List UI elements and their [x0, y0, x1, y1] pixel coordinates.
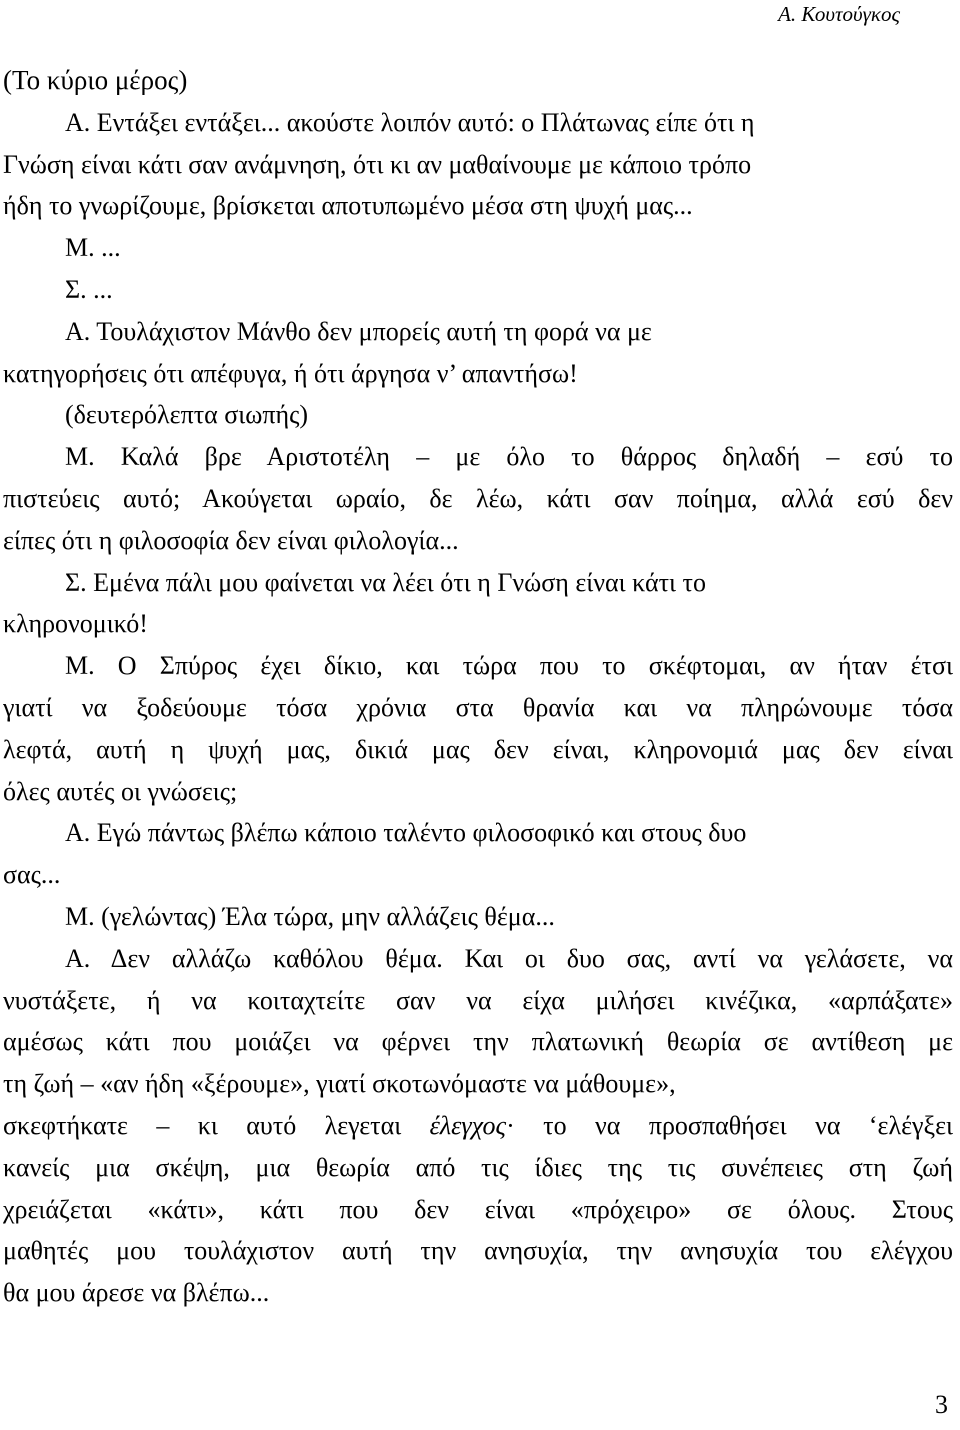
page-number: 3	[935, 1390, 948, 1419]
text-line	[3, 1105, 953, 1147]
text-line: όλες αυτές οι γνώσεις;	[3, 776, 238, 806]
text-line: Α. Εντάξει εντάξει... ακούστε λοιπόν αυτό: ο Πλάτωνας είπε ότι η	[65, 107, 755, 137]
text-line: Μ. Καλά βρε Αριστοτέλη – με όλο το θάρρος δηλαδή – εσύ το	[65, 442, 953, 472]
emphasized-term: έλεγχος	[429, 1110, 507, 1140]
text-line: κατηγορήσεις ότι απέφυγα, ή ότι άργησα ν’ απαντήσω!	[3, 358, 578, 388]
text-line: λεφτά, αυτή η ψυχή μας, δικιά μας δεν είναι, κληρονομιά μας δεν είναι	[3, 734, 953, 764]
text-line: Μ. Ο Σπύρος έχει δίκιο, και τώρα που το σκέφτομαι, αν ήταν έτσι	[65, 651, 953, 681]
text-segment: · το να προσπαθήσει να ‘ελέγξει	[506, 1110, 953, 1140]
text-line: Α. Δεν αλλάζω καθόλου θέμα. Και οι δυο σας, αντί να γελάσετε, να	[65, 943, 953, 973]
text-line: είπες ότι η φιλοσοφία δεν είναι φιλολογία...	[3, 525, 459, 555]
text-line: τη ζωή – «αν ήδη «ξέρουμε», γιατί σκοτωνόμαστε να μάθουμε»,	[3, 1069, 676, 1099]
text-line: θα μου άρεσε να βλέπω...	[3, 1278, 270, 1308]
text-segment: σκεφτήκατε – κι αυτό λεγεται	[3, 1110, 430, 1140]
text-line: Γνώση είναι κάτι σαν ανάμνηση, ότι κι αν μαθαίνουμε με κάποιο τρόπο	[3, 149, 752, 179]
document-body	[3, 60, 953, 1314]
text-line: Μ. ...	[65, 233, 121, 263]
text-line: γιατί να ξοδεύουμε τόσα χρόνια στα θρανία και να πληρώνουμε τόσα	[3, 692, 953, 722]
text-line: Μ. (γελώντας) Έλα τώρα, μην αλλάζεις θέμα...	[65, 901, 555, 931]
text-line: (δευτερόλεπτα σιωπής)	[65, 400, 309, 430]
text-line: κληρονομικό!	[3, 609, 148, 639]
header-author: Α. Κουτούγκος	[778, 2, 900, 26]
text-line: Α. Τουλάχιστον Μάνθο δεν μπορείς αυτή τη φορά να με	[65, 316, 652, 346]
text-line: ήδη το γνωρίζουμε, βρίσκεται αποτυπωμένο μέσα στη ψυχή μας...	[3, 191, 693, 221]
text-line: σας...	[3, 860, 61, 890]
text-line: αμέσως κάτι που μοιάζει να φέρνει την πλατωνική θεωρία σε αντίθεση με	[3, 1027, 953, 1057]
text-line: χρειάζεται «κάτι», κάτι που δεν είναι «πρόχειρο» σε όλους. Στους	[3, 1194, 953, 1224]
text-line: πιστεύεις αυτό; Ακούγεται ωραίο, δε λέω, κάτι σαν ποίημα, αλλά εσύ δεν	[3, 483, 953, 513]
text-line: μαθητές μου τουλάχιστον αυτή την ανησυχία, την ανησυχία του ελέγχου	[3, 1236, 953, 1266]
text-line: Σ. Εμένα πάλι μου φαίνεται να λέει ότι η Γνώση είναι κάτι το	[65, 567, 706, 597]
text-line: Σ. ...	[65, 274, 113, 304]
section-heading: (Το κύριο μέρος)	[3, 65, 188, 95]
text-line: Α. Εγώ πάντως βλέπω κάποιο ταλέντο φιλοσοφικό και στους δυο	[65, 818, 747, 848]
text-line: κανείς μια σκέψη, μια θεωρία από τις ίδιες της τις συνέπειες στη ζωή	[3, 1152, 953, 1182]
text-line: νυστάξετε, ή να κοιταχτείτε σαν να είχα μιλήσει κινέζικα, «αρπάξατε»	[3, 985, 953, 1015]
